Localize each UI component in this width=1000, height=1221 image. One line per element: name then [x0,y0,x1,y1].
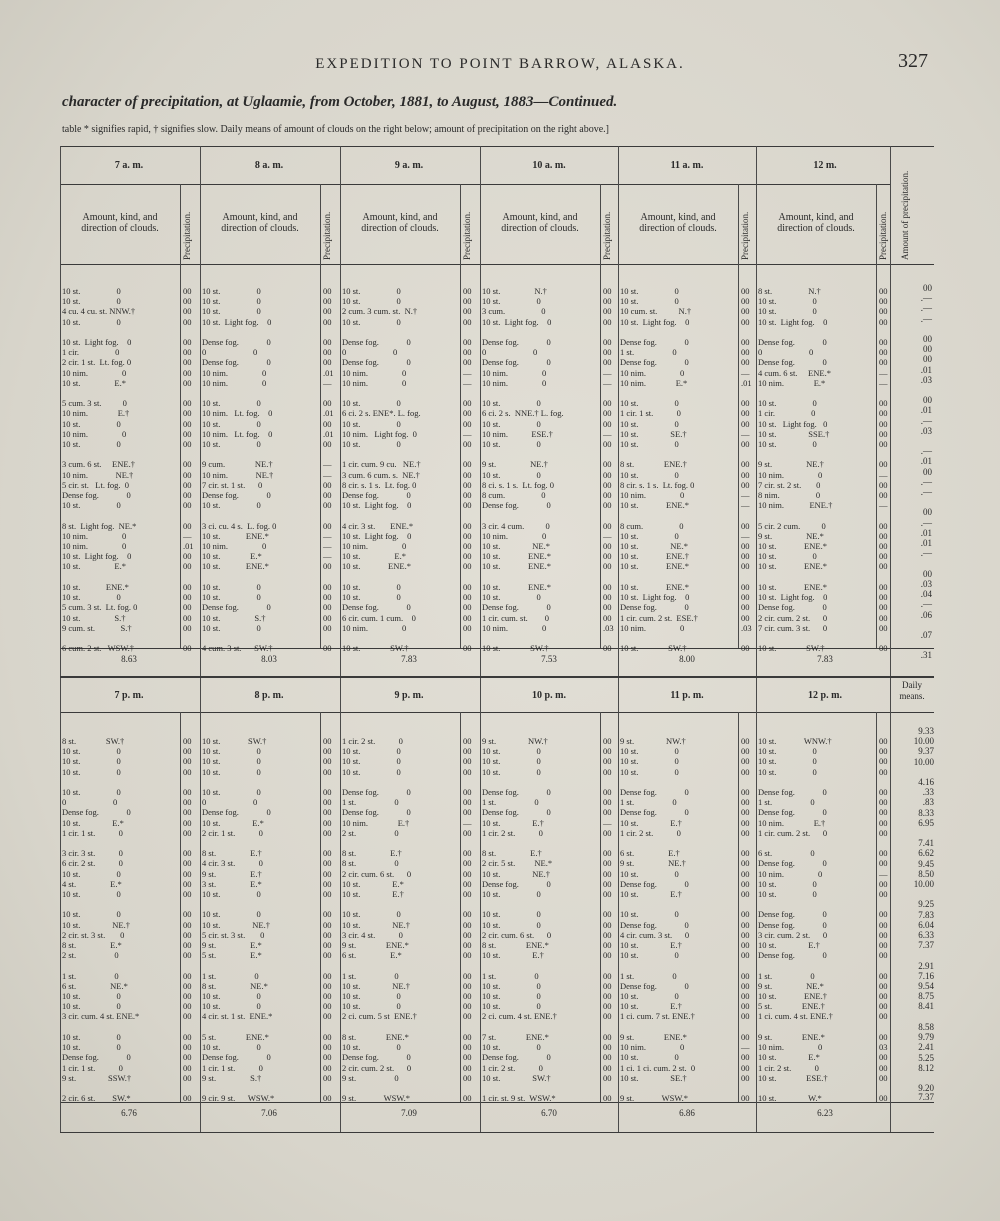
precip-rule [600,712,601,1102]
page-header-title: EXPEDITION TO POINT BARROW, ALASKA. [315,56,685,72]
column-rule [60,146,61,676]
precip-rule [460,712,461,1102]
precip-label: Precipitation. [322,211,332,260]
page-number: 327 [898,50,928,72]
column-rule [480,146,481,676]
precip-rule [320,712,321,1102]
column-rule [480,678,481,1132]
mean-clouds: 8.00 [679,654,695,664]
rule [60,184,890,185]
column-rule [60,678,61,1132]
cloud-observations: 10 st. 0 10 st. 0 4 cu. 4 cu. st. NNW.† 10 st. 0 10 st. Light fog. 0 1 cir. 0 2 cir. 1 st. Lt. fog. 0 10 nim. 0 10 st. E.* 5 cum. 3 st. 0 10 nim. E.† 10 st. 0 10 nim. 0 10 st. 0 3 cum. 6 st. ENE.† 10 nim. NE.† 5 cir. st. Lt. fog. 0 Dense fog. 0 10 st. 0 8 st. Light fog. NE.* 10 nim. 0 10 nim. 0 10 st. Light fog. 0 10 st. E.* 10 st. ENE.* 10 st. 0 5 cum. 3 st. Lt. fog. 0 10 st. S.† 9 cum. st. S.† 6 cum. 2 st. WSW.† [62,286,138,654]
precip-rule [876,184,877,648]
precip-rule [180,712,181,1102]
amount-kind-label: Amount, kind, and direction of clouds. [81,212,159,234]
column-rule [756,146,757,676]
hour-header: 8 p. m. [254,690,284,701]
rule [60,712,934,713]
mean-clouds: 7.06 [261,1108,277,1118]
mean-clouds: 6.86 [679,1108,695,1118]
mean-clouds: 6.23 [817,1108,833,1118]
precip-label: Precipitation. [462,211,472,260]
precip-values: 00 00 00 00 00 00 00 — — 00 00 00 00 00 00 — 00 00 — 00 00 00 00 00 00 00 00 00 00 00 [879,286,888,654]
hour-header: 12 m. [813,160,837,171]
column-rule [200,146,201,676]
table-note: table * signifies rapid, † signifies slow. Daily means of amount of clouds on the right below; amount of precipitation on the right above.] [62,124,610,135]
precip-values: 00 00 00 00 00 00 00 — 00 00 00 00 00 00 00 00 00 00 00 00 00 00 00 00 00 00 00 00 00 00 [463,736,472,1104]
precip-label: Precipitation. [878,211,888,260]
amount-precip-label: Amount of precipitation. [900,170,910,260]
precip-values: 00 00 00 00 00 00 00 00 00 00 00 00 00 00 00 00 00 00 00 00 — .01 00 00 00 00 00 00 00 00 [183,286,194,654]
cloud-observations: 10 st. 0 10 st. 0 2 cum. 3 cum. st. N.† 10 st. 0 Dense fog. 0 0 0 Dense fog. 0 10 nim. 0 10 nim. 0 10 st. 0 6 ci. 2 s. ENE*. L. fog. 10 st. 0 10 nim. Light fog. 0 10 st. 0 1 cir. cum. 9 cu. NE.† 3 cum. 6 cum. s. NE.† 8 cir. s. 1 s. Lt. fog. 0 Dense fog. 0 10 st. Light fog. 0 4 cir. 3 st. ENE.* 10 st. Light fog. 0 10 nim. 0 10 st. E.* 10 st. ENE.* 10 st. 0 10 st. 0 Dense fog. 0 6 cir. cum. 1 cum. 0 10 nim. 0 10 st. SW.† [342,286,421,654]
mean-clouds: 7.09 [401,1108,417,1118]
precip-rule [600,184,601,648]
precip-rule [876,712,877,1102]
amount-kind-label: Amount, kind, and direction of clouds. [221,212,299,234]
precip-values: 00 00 00 00 00 00 00 00 00 00 00 00 00 00 00 00 00 00 00 00 00 00 00 00 00 00 00 00 00 00 [183,736,192,1104]
amount-kind-label: Amount, kind, and direction of clouds. [501,212,579,234]
precip-rule [738,712,739,1102]
column-rule [756,678,757,1132]
rule [60,1132,934,1133]
precip-rule [320,184,321,648]
precip-rule [180,184,181,648]
precip-values: 00 00 00 00 00 00 00 00 00 00 00 00 00 00 00 00 00 00 00 00 00 00 00 00 00 — 00 00 00 00 [741,736,750,1104]
daily-means-label: Daily means. [899,680,925,701]
precip-label: Precipitation. [740,211,750,260]
mean-clouds: 8.63 [121,654,137,664]
mean-clouds: 6.76 [121,1108,137,1118]
mean-clouds: 7.83 [817,654,833,664]
mean-clouds: 7.83 [401,654,417,664]
column-rule [340,678,341,1132]
mean-clouds: 7.53 [541,654,557,664]
cloud-observations: 8 st. N.† 10 st. 0 10 st. 0 10 st. Light fog. 0 Dense fog. 0 0 0 Dense fog. 0 4 cum. 6 st. ENE.* 10 nim. E.* 10 st. 0 1 cir. 0 10 st. Light fog. 0 10 st. SSE.† 10 st. 0 9 st. NE.† 10 nim. 0 7 cir. st. 2 st. 0 8 nim. 0 10 nim. ENE.† 5 cir. 2 cum. 0 9 st. NE.* 10 st. ENE.* 10 st. 0 10 st. ENE.* 10 st. ENE.* 10 st. Light fog. 0 Dense fog. 0 2 cir. cum. 2 st. 0 7 cir. cum. 3 st. 0 10 st. SW.† [758,286,833,654]
precip-values: 00 00 00 00 00 00 00 — — 00 00 00 — 00 00 00 00 00 00 00 00 00 00 00 00 00 00 00 00 00 [463,286,472,654]
amount-kind-label: Amount, kind, and direction of clouds. [777,212,855,234]
table-subtitle: character of precipitation, at Uglaamie, from October, 1881, to August, 1883—Continued. [62,94,618,110]
column-rule [890,146,891,676]
cloud-observations: 9 st. NW.† 10 st. 0 10 st. 0 10 st. 0 Dense fog. 0 1 st. 0 Dense fog. 0 10 st. E.† 1 cir. 2 st. 0 6 st. E.† 9 st. NE.† 10 st. 0 Dense fog. 0 10 st. E.† 10 st. 0 Dense fog. 0 4 cir. cum. 3 st. 0 10 st. E.† 10 st. 0 1 st. 0 Dense fog. 0 10 st. 0 10 st. E.† 1 ci. cum. 7 st. ENE.† 9 st. ENE.* 10 nim. 0 10 st. 0 1 ci. 1 ci. cum. 2 st. 0 10 st. SE.† 9 st. WSW.* [620,736,696,1104]
hour-header: 7 a. m. [114,160,144,171]
cloud-observations: 1 cir. 2 st. 0 10 st. 0 10 st. 0 10 st. 0 Dense fog. 0 1 st. 0 Dense fog. 0 10 nim. E.† 2 st. 0 8 st. E.† 8 st. 0 2 cir. cum. 6 st. 0 10 st. E.* 10 st. E.† 10 st. 0 10 st. NE.† 3 cir. 4 st. 0 9 st. ENE.* 6 st. E.* 1 st. 0 10 st. NE.† 10 st. 0 10 st. 0 2 ci. cum. 5 st ENE.† 8 st. ENE.* 10 st. 0 Dense fog. 0 2 cir. cum. 2 st. 0 9 st. 0 9 st. WSW.* [342,736,417,1104]
hour-header: 10 p. m. [532,690,566,701]
daily-means-total: 7.37 [918,1092,934,1102]
cloud-observations: 10 st. N.† 10 st. 0 3 cum. 0 10 st. Light fog. 0 Dense fog. 0 0 0 Dense fog. 0 10 nim. 0 10 nim. 0 10 st. 0 6 ci. 2 s. NNE.† L. fog. 10 st. 0 10 nim. ESE.† 10 st. 0 9 st. NE.† 10 st. 0 8 ci. s. 1 s. Lt. fog. 0 8 cum. 0 Dense fog. 0 3 cir. 4 cum. 0 10 nim. 0 10 st. NE.* 10 st. ENE.* 10 st. ENE.* 10 st. ENE.* 10 st. 0 Dense fog. 0 1 cir. cum. st. 0 10 nim. 0 10 st. SW.† [482,286,564,654]
precip-values: 00 00 00 00 00 00 00 — — 00 00 00 — 00 00 00 00 00 00 00 — 00 00 00 00 00 00 00 .03 00 [603,286,614,654]
column-rule [200,678,201,1132]
daily-means-values: 9.33 10.00 9.37 10.00 4.16 .33 .83 8.33 6.95 7.41 6.62 9.45 8.50 10.00 9.25 7.83 6.04 6.33 7.37 2.91 7.16 9.54 8.75 8.41 8.58 9.79 2.41 5.25 8.12 9.20 [913,726,934,1094]
amount-kind-label: Amount, kind, and direction of clouds. [639,212,717,234]
hour-header: 12 p. m. [808,690,842,701]
mean-clouds: 8.03 [261,654,277,664]
cloud-observations: 8 st. SW.† 10 st. 0 10 st. 0 10 st. 0 10 st. 0 0 0 Dense fog. 0 10 st. E.* 1 cir. 1 st. 0 3 cir. 3 st. 0 6 cir. 2 st. 0 10 st. 0 4 st. E.* 10 st. 0 10 st. 0 10 st. NE.† 2 cir. st. 3 st. 0 8 st. E.* 2 st. 0 1 st. 0 6 st. NE.* 10 st. 0 10 st. 0 3 cir. cum. 4 st. ENE.* 10 st. 0 10 st. 0 Dense fog. 0 1 cir. 1 st. 0 9 st. SSW.† 2 cir. 6 st. SW.* [62,736,140,1104]
precip-values: 00 00 00 00 00 00 00 00 00 00 00 — 00 00 00 00 00 00 00 00 00 00 00 00 00 03 00 00 00 00 [879,736,888,1104]
cloud-observations: 10 st. 0 10 st. 0 10 st. 0 10 st. Light fog. 0 Dense fog. 0 0 0 Dense fog. 0 10 nim. 0 10 nim. 0 10 st. 0 10 nim. Lt. fog. 0 10 st. 0 10 nim. Lt. fog. 0 10 st. 0 9 cum. NE.† 10 nim. NE.† 7 cir. st. 1 st. 0 Dense fog. 0 10 st. 0 3 ci. cu. 4 s. L. fog. 0 10 st. ENE.* 10 nim. 0 10 st. E.* 10 st. ENE.* 10 st. 0 10 st. 0 Dense fog. 0 10 st. S.† 10 st. 0 4 cum. 3 st. SW.† [202,286,277,654]
hour-header: 9 p. m. [394,690,424,701]
precip-label: Precipitation. [602,211,612,260]
precip-values: 00 00 00 00 00 00 00 .01 — 00 .01 00 .01 00 — — 00 00 00 00 — — — 00 00 00 00 00 00 00 [323,286,334,654]
rule [60,264,934,265]
rule [60,146,934,147]
rule [60,676,934,678]
hour-header: 10 a. m. [532,160,566,171]
top-total: .31 [920,650,932,660]
mean-clouds: 6.70 [541,1108,557,1118]
precip-label: Precipitation. [182,211,192,260]
hour-header: 9 a. m. [394,160,424,171]
cloud-observations: 10 st. SW.† 10 st. 0 10 st. 0 10 st. 0 10 st. 0 0 0 Dense fog. 0 10 st. E.* 2 cir. 1 st. 0 8 st. E.† 4 cir. 3 st. 0 9 st. E.† 3 st. E.* 10 st. 0 10 st. 0 10 st. NE.† 5 cir. st. 3 st. 0 9 st. E.* 5 st. E.* 1 st. 0 8 st. NE.* 10 st. 0 10 st. 0 4 cir. st. 1 st. ENE.* 5 st. ENE.* 10 st. 0 Dense fog. 0 1 cir. 1 st. 0 9 st. S.† 9 cir. 9 st. WSW.* [202,736,275,1104]
precip-values: 00 00 00 00 00 00 00 — 00 00 00 00 00 00 00 00 00 00 00 00 00 00 00 00 00 00 00 00 00 00 [603,736,612,1104]
amount-kind-label: Amount, kind, and direction of clouds. [361,212,439,234]
cloud-observations: 9 st. NW.† 10 st. 0 10 st. 0 10 st. 0 Dense fog. 0 1 st. 0 Dense fog. 0 10 st. E.† 1 cir. 2 st. 0 8 st. E.† 2 cir. 5 st. NE.* 10 st. NE.† Dense fog. 0 10 st. 0 10 st. 0 10 st. 0 2 cir. cum. 6 st. 0 8 st. ENE.* 10 st. E.† 1 st. 0 10 st. 0 10 st. 0 10 st. 0 2 ci. cum. 4 st. ENE.† 7 st. ENE.* 10 st. 0 Dense fog. 0 1 cir. 2 st. 0 10 st. SW.† 1 cir. st. 9 st. WSW.* [482,736,557,1104]
column-rule [618,678,619,1132]
hour-header: 11 a. m. [670,160,704,171]
precip-values: 00 00 00 00 00 00 00 00 00 00 00 00 00 00 00 00 00 00 00 00 00 00 00 00 00 00 00 00 00 00 [323,736,332,1104]
hour-header: 7 p. m. [114,690,144,701]
column-rule [890,678,891,1132]
hour-header: 8 a. m. [254,160,284,171]
column-rule [340,146,341,676]
cloud-observations: 10 st. 0 10 st. 0 10 cum. st. N.† 10 st. Light fog. 0 Dense fog. 0 1 st. 0 Dense fog. 0 10 nim. 0 10 nim. E.* 10 st. 0 1 cir. 1 st. 0 10 st. 0 10 st. SE.† 10 st. 0 8 st. ENE.† 10 st. 0 8 cir. s. 1 s. Lt. fog. 0 10 nim. 0 10 st. ENE.* 8 cum. 0 10 st. 0 10 st. NE.* 10 st. ENE.† 10 st. ENE.* 10 st. ENE.* 10 st. Light fog. 0 Dense fog. 0 1 cir. cum. 2 st. ESE.† 10 nim. 0 10 st. SW.† [620,286,698,654]
column-rule [618,146,619,676]
precip-rule [738,184,739,648]
precip-rule [460,184,461,648]
precip-values: 00 00 00 00 00 00 00 — .01 00 00 00 — 00 00 00 00 — — 00 — 00 00 00 00 00 00 00 .03 00 [741,286,752,654]
hour-header: 11 p. m. [670,690,704,701]
cloud-observations: 10 st. WNW.† 10 st. 0 10 st. 0 10 st. 0 Dense fog. 0 1 st. 0 Dense fog. 0 10 nim. E.† 1 cir. cum. 2 st. 0 6 st. 0 Dense fog. 0 10 nim. 0 10 st. 0 10 st. 0 Dense fog. 0 Dense fog. 0 3 cir. cum. 2 st. 0 10 st. E.† Dense fog. 0 1 st. 0 9 st. NE.* 10 st. ENE.† 5 st. ENE.† 1 ci. cum. 4 st. ENE.† 9 st. ENE.* 10 nim. 0 10 st. E.* 1 cir. 2 st. 0 10 st. ESE.† 10 st. W.* [758,736,833,1104]
top-amounts: 00 .— .— .— 00 00 00 .01 .03 00 .01 .— .03 .— .01 00 .— .— 00 .— .01 .01 .— 00 .03 .04 .— .06 .07 [920,283,932,640]
